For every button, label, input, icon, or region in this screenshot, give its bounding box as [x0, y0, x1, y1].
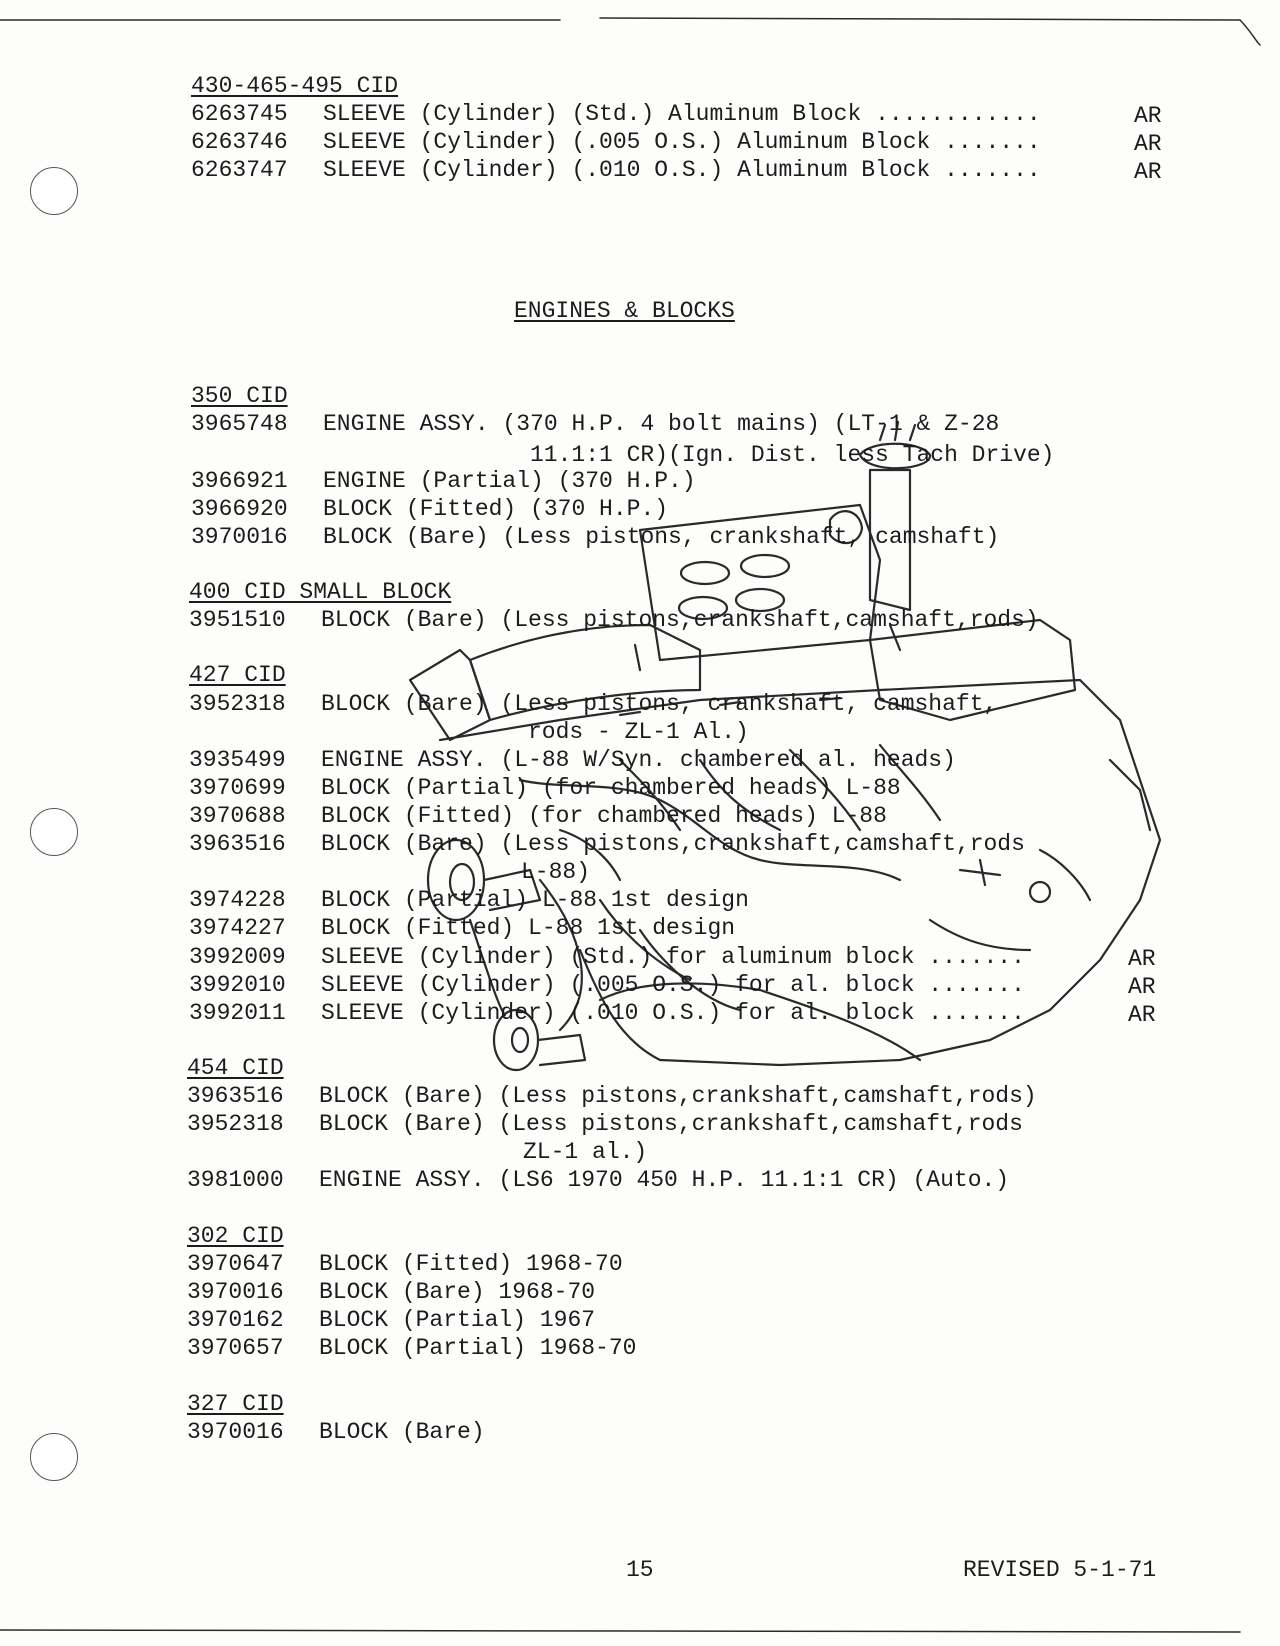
part-description: SLEEVE (Cylinder) (Std.) for aluminum block .......	[321, 944, 1025, 970]
part-description-continued: rods - ZL-1 Al.)	[528, 719, 749, 745]
group-heading-327-cid: 327 CID	[187, 1391, 284, 1417]
part-description: BLOCK (Fitted) (for chambered heads) L-88	[321, 803, 887, 829]
part-number: 3970016	[187, 1279, 284, 1305]
group-heading-350-cid: 350 CID	[191, 383, 288, 409]
binder-hole-middle	[30, 808, 78, 856]
part-description: SLEEVE (Cylinder) (.010 O.S.) for al. block .......	[321, 1000, 1025, 1026]
part-description: BLOCK (Fitted) (370 H.P.)	[323, 496, 669, 522]
part-description: BLOCK (Partial) 1968-70	[319, 1335, 637, 1361]
part-number: 3935499	[189, 747, 286, 773]
part-description: SLEEVE (Cylinder) (.005 O.S.) Aluminum Block .......	[323, 129, 1041, 155]
quantity-ar: AR	[1134, 159, 1162, 185]
part-number: 3970016	[191, 524, 288, 550]
group-heading-454-cid: 454 CID	[187, 1055, 284, 1081]
part-number: 3951510	[189, 607, 286, 633]
part-number: 3952318	[189, 691, 286, 717]
part-number: 6263745	[191, 101, 288, 127]
part-description: ENGINE ASSY. (370 H.P. 4 bolt mains) (LT-1 & Z-28	[323, 411, 1000, 437]
quantity-ar: AR	[1134, 103, 1162, 129]
part-number: 3970647	[187, 1251, 284, 1277]
part-description: SLEEVE (Cylinder) (.005 O.S.) for al. block .......	[321, 972, 1025, 998]
revision-date: REVISED 5-1-71	[963, 1557, 1157, 1583]
group-heading-427-cid: 427 CID	[189, 662, 286, 688]
part-description-continued: ZL-1 al.)	[523, 1139, 648, 1165]
part-number: 3966921	[191, 468, 288, 494]
part-description: BLOCK (Bare)	[319, 1419, 485, 1445]
quantity-ar: AR	[1128, 974, 1156, 1000]
part-description: BLOCK (Bare) (Less pistons, crankshaft, camshaft,	[321, 691, 998, 717]
part-description: ENGINE ASSY. (LS6 1970 450 H.P. 11.1:1 CR) (Auto.)	[319, 1167, 1010, 1193]
page-number: 15	[626, 1557, 654, 1583]
part-description: BLOCK (Partial) L-88 1st design	[321, 887, 749, 913]
part-number: 3970162	[187, 1307, 284, 1333]
part-description-continued: L-88)	[521, 859, 591, 885]
part-number: 3963516	[187, 1083, 284, 1109]
part-number: 3981000	[187, 1167, 284, 1193]
binder-hole-top	[30, 167, 78, 215]
part-description: BLOCK (Bare) (Less pistons,crankshaft,camshaft,rods	[321, 831, 1025, 857]
part-description: SLEEVE (Cylinder) (.010 O.S.) Aluminum Block .......	[323, 157, 1041, 183]
part-description: BLOCK (Fitted) 1968-70	[319, 1251, 623, 1277]
part-description: BLOCK (Fitted) L-88 1st design	[321, 915, 736, 941]
binder-hole-bottom	[30, 1433, 78, 1481]
part-number: 3974227	[189, 915, 286, 941]
part-description: SLEEVE (Cylinder) (Std.) Aluminum Block ............	[323, 101, 1041, 127]
part-number: 3970699	[189, 775, 286, 801]
section-title: ENGINES & BLOCKS	[514, 298, 735, 324]
quantity-ar: AR	[1128, 1002, 1156, 1028]
part-number: 3992009	[189, 944, 286, 970]
part-number: 6263746	[191, 129, 288, 155]
part-description-continued: 11.1:1 CR)(Ign. Dist. less Tach Drive)	[530, 442, 1055, 468]
part-number: 3970657	[187, 1335, 284, 1361]
part-number: 3970016	[187, 1419, 284, 1445]
part-number: 3963516	[189, 831, 286, 857]
part-number: 3952318	[187, 1111, 284, 1137]
part-number: 3974228	[189, 887, 286, 913]
quantity-ar: AR	[1128, 946, 1156, 972]
part-number: 3992010	[189, 972, 286, 998]
part-description: BLOCK (Bare) (Less pistons,crankshaft,camshaft,rods	[319, 1111, 1023, 1137]
part-number: 3966920	[191, 496, 288, 522]
group-heading-400-cid-small-block: 400 CID SMALL BLOCK	[189, 579, 452, 605]
part-description: BLOCK (Bare) (Less pistons, crankshaft, camshaft)	[323, 524, 1000, 550]
part-description: ENGINE ASSY. (L-88 W/Syn. chambered al. heads)	[321, 747, 956, 773]
part-number: 3965748	[191, 411, 288, 437]
part-description: BLOCK (Partial) 1967	[319, 1307, 596, 1333]
part-number: 3992011	[189, 1000, 286, 1026]
part-description: BLOCK (Bare) (Less pistons,crankshaft,camshaft,rods)	[319, 1083, 1037, 1109]
part-description: BLOCK (Bare) (Less pistons,crankshaft,camshaft,rods)	[321, 607, 1039, 633]
group-heading-302-cid: 302 CID	[187, 1223, 284, 1249]
quantity-ar: AR	[1134, 131, 1162, 157]
part-number: 6263747	[191, 157, 288, 183]
part-number: 3970688	[189, 803, 286, 829]
part-description: ENGINE (Partial) (370 H.P.)	[323, 468, 696, 494]
part-description: BLOCK (Partial) (for chambered heads) L-88	[321, 775, 901, 801]
part-description: BLOCK (Bare) 1968-70	[319, 1279, 596, 1305]
section-heading-430-465-495-cid: 430-465-495 CID	[191, 73, 399, 99]
